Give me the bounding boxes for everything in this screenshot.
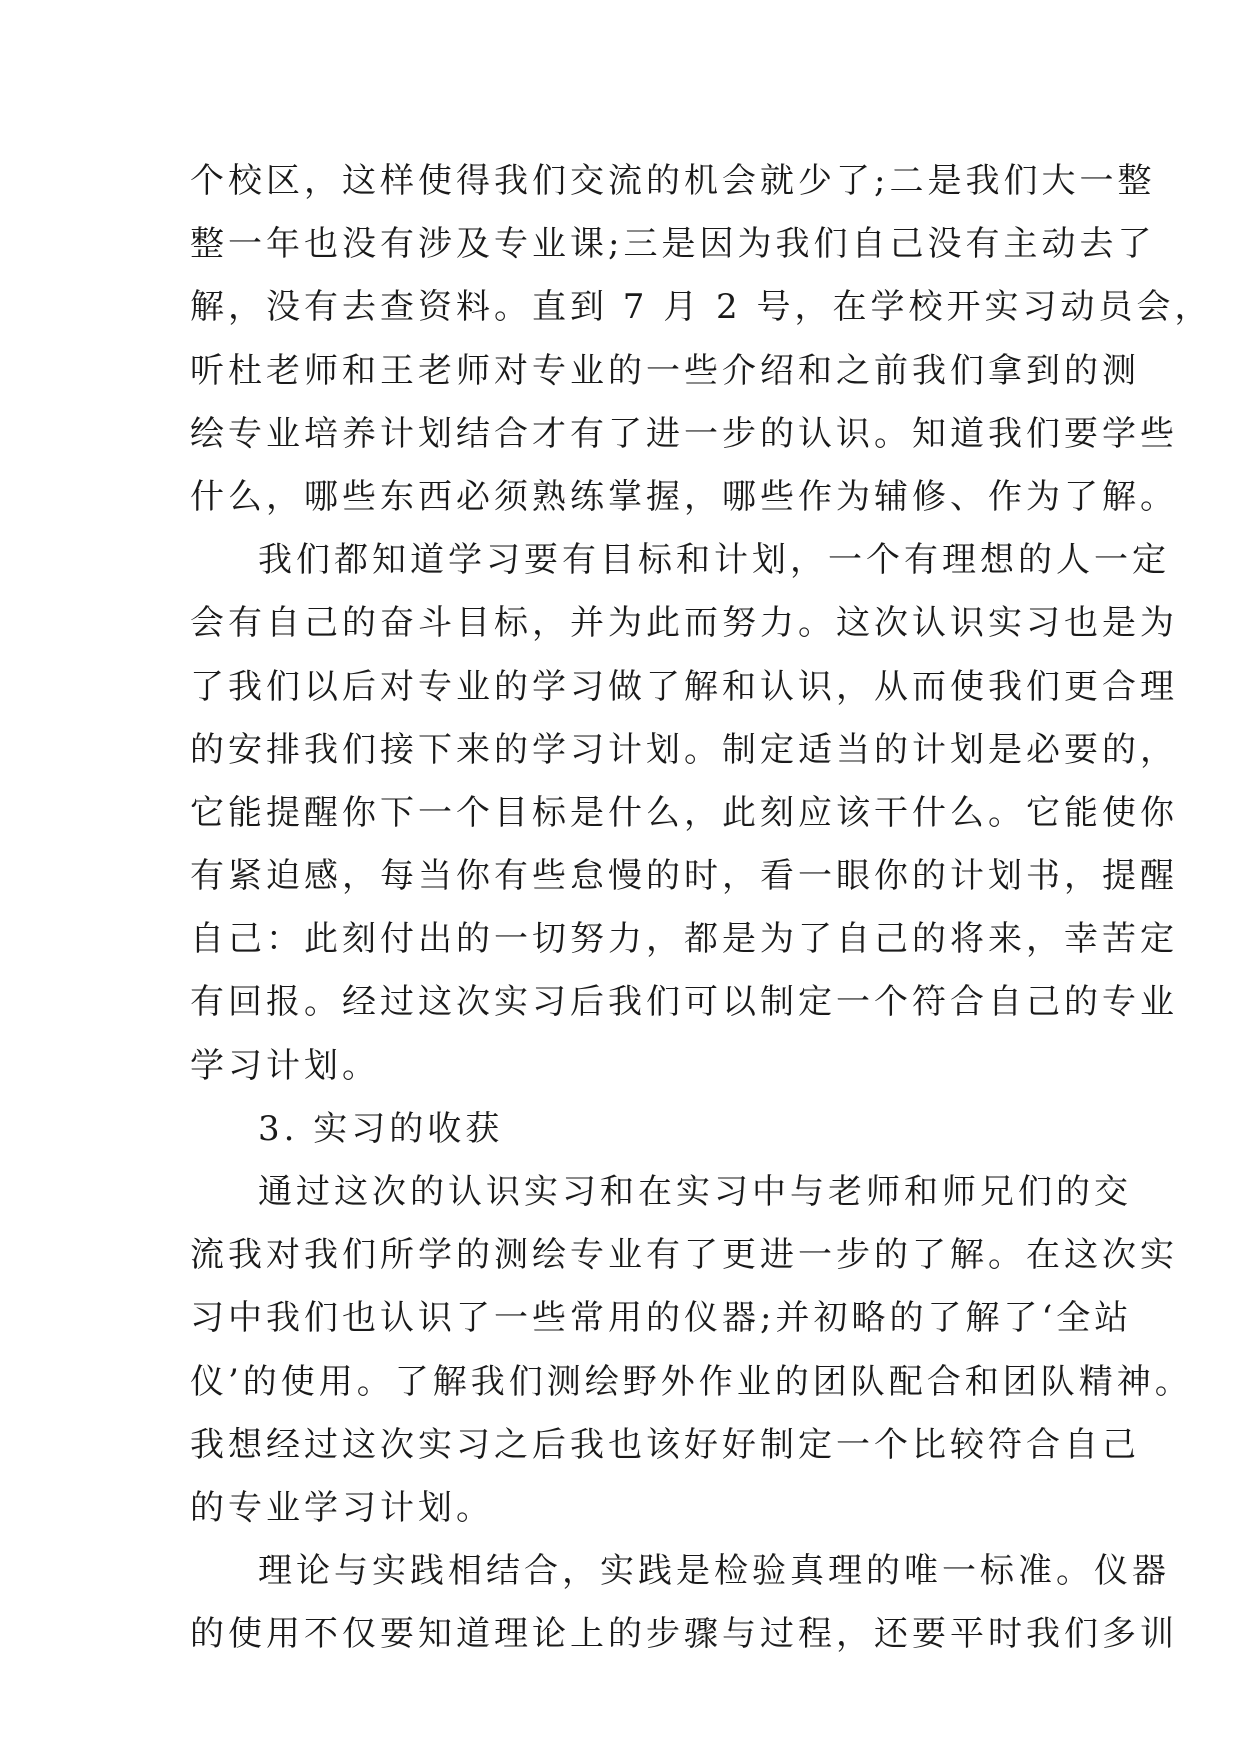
text-line: 整一年也没有涉及专业课;三是因为我们自己没有主动去了 bbox=[190, 224, 1156, 265]
paragraph-start-line: 理论与实践相结合，实践是检验真理的唯一标准。仪器 bbox=[258, 1551, 1170, 1592]
text-line: 的安排我们接下来的学习计划。制定适当的计划是必要的， bbox=[190, 729, 1178, 770]
text-line: 听杜老师和王老师对专业的一些介绍和之前我们拿到的测 bbox=[190, 350, 1140, 391]
text-line: 解，没有去查资料。直到 7 月 2 号，在学校开实习动员会， bbox=[190, 287, 1213, 328]
text-line: 它能提醒你下一个目标是什么，此刻应该干什么。它能使你 bbox=[190, 792, 1178, 833]
body-text bbox=[190, 150, 1213, 1667]
paragraph-start-line: 我们都知道学习要有目标和计划，一个有理想的人一定 bbox=[258, 540, 1170, 581]
text-line: 的使用不仅要知道理论上的步骤与过程，还要平时我们多训 bbox=[190, 1614, 1178, 1655]
text-line: 什么，哪些东西必须熟练掌握，哪些作为辅修、作为了解。 bbox=[190, 476, 1178, 517]
paragraph-end-line: 的专业学习计划。 bbox=[190, 1487, 494, 1528]
text-line: 仪’的使用。了解我们测绘野外作业的团队配合和团队精神。 bbox=[190, 1361, 1193, 1402]
text-line: 有回报。经过这次实习后我们可以制定一个符合自己的专业 bbox=[190, 982, 1178, 1023]
paragraph-start-line: 通过这次的认识实习和在实习中与老师和师兄们的交 bbox=[258, 1172, 1132, 1212]
text-line: 了我们以后对专业的学习做了解和认识，从而使我们更合理 bbox=[190, 666, 1178, 707]
text-line: 有紧迫感，每当你有些怠慢的时，看一眼你的计划书，提醒 bbox=[190, 856, 1178, 897]
text-line: 习中我们也认识了一些常用的仪器;并初略的了解了‘全站 bbox=[190, 1298, 1133, 1339]
text-line: 绘专业培养计划结合才有了进一步的认识。知道我们要学些 bbox=[190, 413, 1178, 454]
text-line: 会有自己的奋斗目标，并为此而努力。这次认识实习也是为 bbox=[190, 603, 1178, 644]
section-heading: 3. 实习的收获 bbox=[258, 1108, 504, 1149]
text-line: 我想经过这次实习之后我也该好好制定一个比较符合自己 bbox=[190, 1424, 1140, 1465]
text-line: 流我对我们所学的测绘专业有了更进一步的了解。在这次实 bbox=[190, 1235, 1178, 1276]
paragraph-end-line: 学习计划。 bbox=[190, 1045, 380, 1086]
text-line: 自己：此刻付出的一切努力，都是为了自己的将来，幸苦定 bbox=[190, 919, 1178, 960]
text-line: 个校区，这样使得我们交流的机会就少了;二是我们大一整 bbox=[190, 161, 1156, 201]
